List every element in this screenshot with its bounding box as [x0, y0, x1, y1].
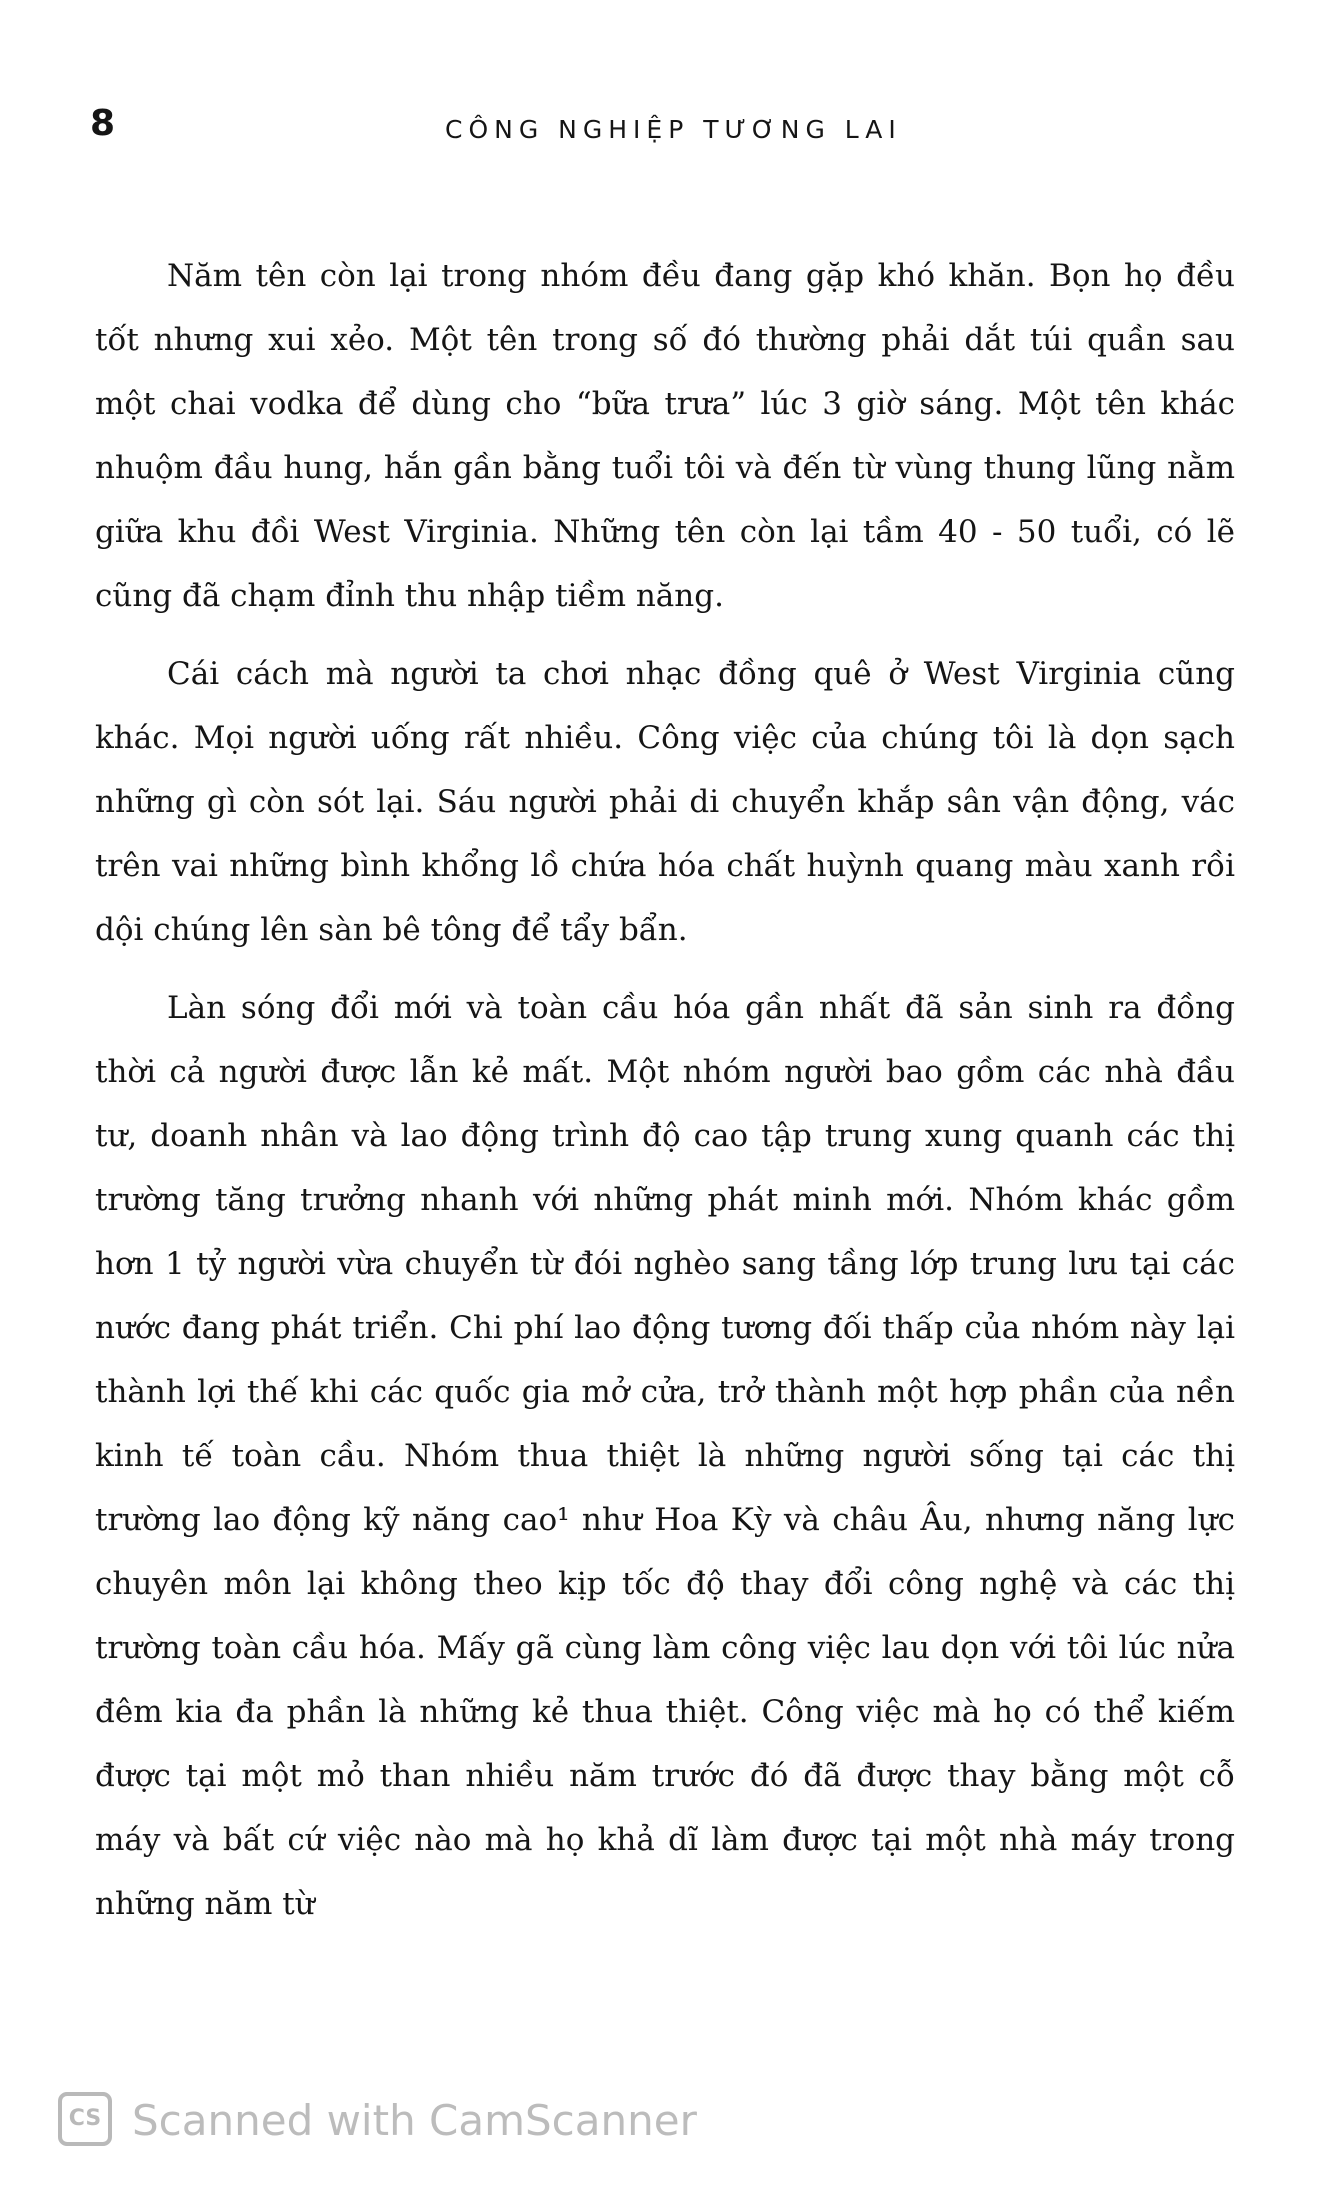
body-text: [95, 244, 1235, 1950]
paragraph: Cái cách mà người ta chơi nhạc đồng quê ở West Virginia cũng khác. Mọi người uống rất nhiều. Công việc của chúng tôi là dọn sạch những gì còn sót lại. Sáu người phải di chuyển khắp sân vận động, vác trên vai những bình khổng lồ chứa hóa chất huỳnh quang màu xanh rồi dội chúng lên sàn bê tông để tẩy bẩn.: [95, 656, 1235, 948]
paragraph: Năm tên còn lại trong nhóm đều đang gặp khó khăn. Bọn họ đều tốt nhưng xui xẻo. Một tên trong số đó thường phải dắt túi quần sau một chai vodka để dùng cho “bữa trưa” lúc 3 giờ sáng. Một tên khác nhuộm đầu hung, hắn gần bằng tuổi tôi và đến từ vùng thung lũng nằm giữa khu đồi West Virginia. Những tên còn lại tầm 40 - 50 tuổi, có lẽ cũng đã chạm đỉnh thu nhập tiềm năng.: [95, 258, 1235, 614]
page-number: 8: [90, 103, 116, 144]
scanner-watermark: Scanned with CamScanner: [132, 2096, 697, 2145]
paragraph: Làn sóng đổi mới và toàn cầu hóa gần nhất đã sản sinh ra đồng thời cả người được lẫn kẻ mất. Một nhóm người bao gồm các nhà đầu tư, doanh nhân và lao động trình độ cao tập trung xung quanh các thị trường tăng trưởng nhanh với những phát minh mới. Nhóm khác gồm hơn 1 tỷ người vừa chuyển từ đói nghèo sang tầng lớp trung lưu tại các nước đang phát triển. Chi phí lao động tương đối thấp của nhóm này lại thành lợi thế khi các quốc gia mở cửa, trở thành một hợp phần của nền kinh tế toàn cầu. Nhóm thua thiệt là những người sống tại các thị trường lao động kỹ năng cao¹ như Hoa Kỳ và châu Âu, nhưng năng lực chuyên môn lại không theo kịp tốc độ thay đổi công nghệ và các thị trường toàn cầu hóa. Mấy gã cùng làm công việc lau dọn với tôi lúc nửa đêm kia đa phần là những kẻ thua thiệt. Công việc mà họ có thể kiếm được tại một mỏ than nhiều năm trước đó đã được thay bằng một cỗ máy và bất cứ việc nào mà họ khả dĩ làm được tại một nhà máy trong những năm từ: [95, 990, 1235, 1922]
camscanner-logo-icon: CS: [58, 2092, 112, 2146]
running-header: CÔNG NGHIỆP TƯƠNG LAI: [445, 115, 902, 144]
